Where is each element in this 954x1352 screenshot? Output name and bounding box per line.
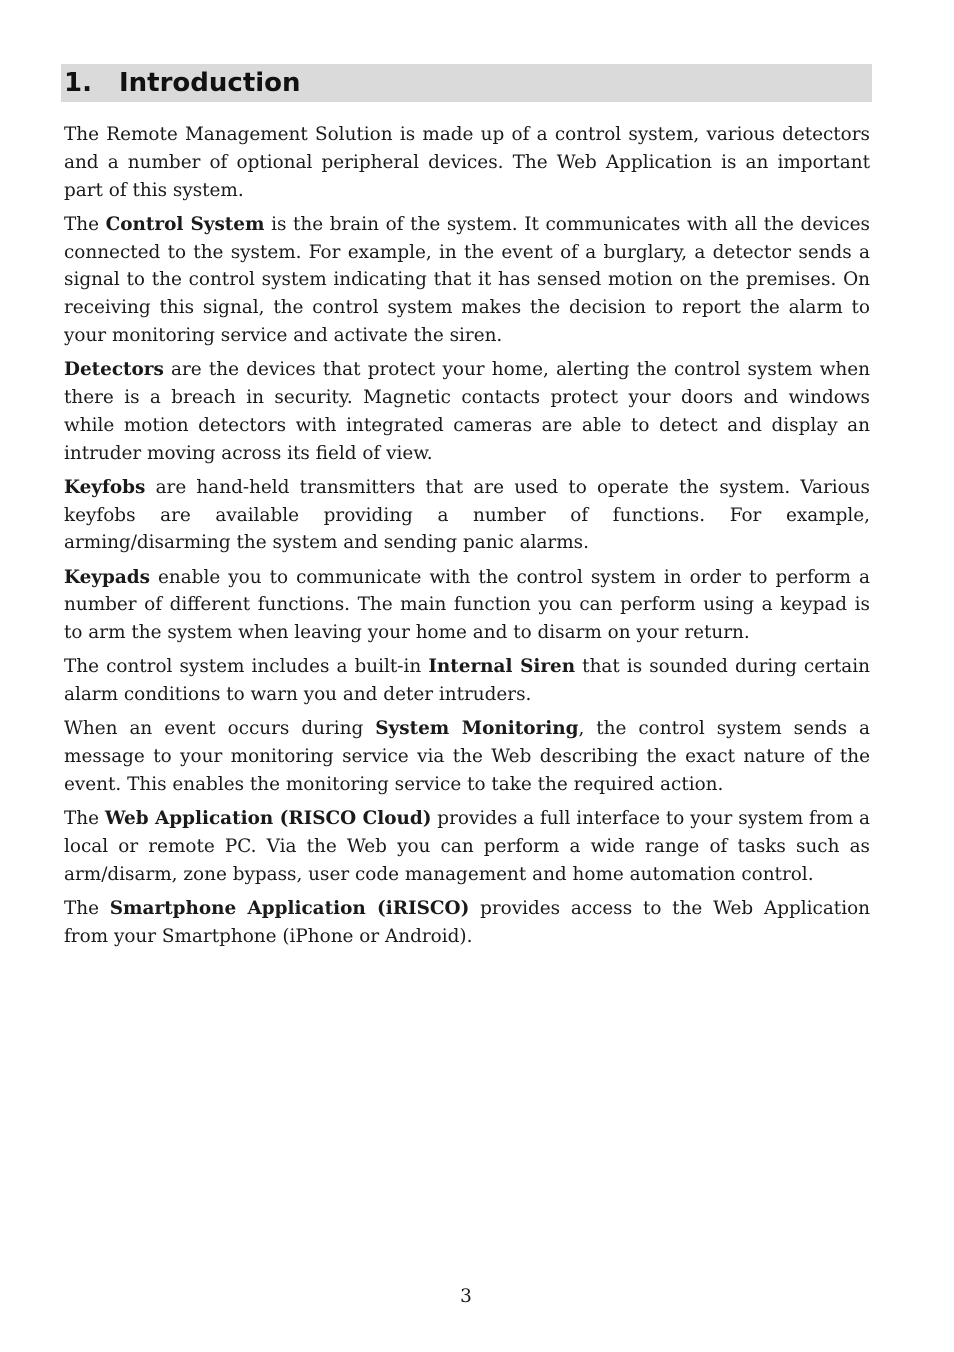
term-system-monitoring: System Monitoring [375,718,579,740]
section-heading [64,66,301,100]
paragraph-text: The control system includes a built-in [64,656,429,678]
body-text [64,121,870,957]
paragraph-web-application [64,805,870,888]
paragraph-text: provides access to the Web Application from your Smartphone (iPhone or Android). [64,897,870,947]
paragraph-text: provides a full interface to your system from a local or remote PC. Via the Web you can perform a wide range of tasks such as arm/disarm, zone bypass, user code management and home automation control. [64,808,870,885]
paragraph-text: are hand-held transmitters that are used to operate the system. Various keyfobs are available providing a number of functions. For example, arming/disarming the system and sending panic alarms. [64,476,870,554]
paragraph-text: When an event occurs during [64,718,376,740]
term-keypads: Keypads [64,566,150,588]
paragraph-system-monitoring [64,715,870,798]
paragraph-text: , the control system sends a message to your monitoring service via the Web describing the exact nature of the event. This enables the monitoring service to take the required action. [64,718,870,795]
paragraph-text: The [64,808,105,830]
paragraph-text: is the brain of the system. It communicates with all the devices connected to the system. For example, in the event of a burglary, a detector sends a signal to the control system indicating that it has sensed motion on the premises. On receiving this signal, the control system makes the decision to report the alarm to your monitoring service and activate the siren. [64,213,870,346]
term-web-application: Web Application (RISCO Cloud) [104,808,432,830]
paragraph-text: that is sounded during certain alarm conditions to warn you and deter intruders. [64,656,870,706]
paragraph-keypads [64,564,870,647]
term-smartphone-application: Smartphone Application (iRISCO) [109,897,470,919]
paragraph-text: The [64,897,110,919]
paragraph-keyfobs [64,474,870,557]
paragraph-text: The [64,213,106,235]
paragraph-overview [64,121,870,204]
paragraph-text: are the devices that protect your home, alerting the control system when there is a breach in security. Magnetic contacts protect your doors and windows while motion detectors with integrated cameras are able to detect and display an intruder moving across its field of view. [64,359,870,464]
term-internal-siren: Internal Siren [428,656,576,678]
term-control-system: Control System [105,213,265,235]
paragraph-smartphone-application [64,895,870,951]
paragraph-detectors [64,356,870,467]
section-number: 1. [64,68,92,98]
page-number: 3 [460,1286,472,1307]
paragraph-text: The Remote Management Solution is made up of a control system, various detectors and a number of optional peripheral devices. The Web Application is an important part of this system. [64,124,870,201]
term-keyfobs: Keyfobs [64,476,146,498]
section-title: Introduction [119,68,301,98]
paragraph-text: enable you to communicate with the control system in order to perform a number of different functions. The main function you can perform using a keypad is to arm the system when leaving your home and to disarm on your return. [64,566,870,644]
paragraph-internal-siren [64,653,870,709]
term-detectors: Detectors [64,359,164,381]
paragraph-control-system [64,211,870,350]
